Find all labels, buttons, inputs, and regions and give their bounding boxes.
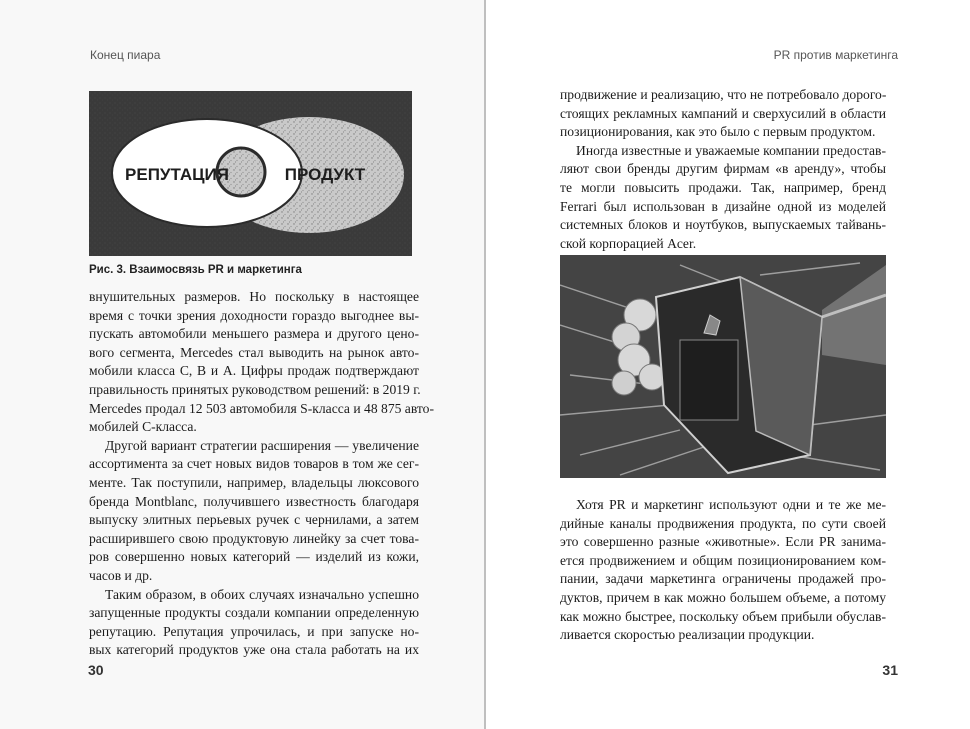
right-body-text-bottom xyxy=(560,496,886,645)
text-line: системных блоков и ноутбуков, выпускаемых тайвань- xyxy=(560,217,886,233)
ferrari-pc-case-drawing xyxy=(560,255,886,478)
text-line: репутацию. Репутация упрочилась, и при запуске но- xyxy=(89,623,419,639)
text-line: вого сегмента, Mercedes стал выводить на рынок авто- xyxy=(89,344,419,360)
text-line: мобилей C-класса. xyxy=(89,419,197,435)
pc-case-front-panel xyxy=(680,340,738,420)
figure-caption: Рис. 3. Взаимосвязь PR и маркетинга xyxy=(89,264,302,276)
ferrari-pc-case-illustration xyxy=(560,255,886,478)
text-line: это совершенно разные «животные». Если PR занима- xyxy=(560,534,886,550)
text-line: выпуску элитных перьевых ручек с чернилами, а затем xyxy=(89,512,419,528)
text-line: Таким образом, в обоих случаях изначально успешно xyxy=(105,586,419,602)
text-line: бренда Montblanc, получившего известность благодаря xyxy=(89,493,419,509)
text-line: ассортимента за счет новых видов товаров в том же сег- xyxy=(89,456,419,472)
text-line: пании, задачи маркетинга ограничены продажей про- xyxy=(560,571,886,587)
text-line: ской корпорацией Acer. xyxy=(560,235,697,251)
text-line: продвижение и реализацию, что не потребовало дорого- xyxy=(560,87,887,102)
reputation-product-figure xyxy=(89,91,412,256)
text-line: позиционирования, как это было с первым продуктом. xyxy=(560,124,876,140)
page-number-left: 30 xyxy=(88,662,104,678)
reputation-product-illustration xyxy=(89,91,412,256)
page-number-right: 31 xyxy=(882,662,898,678)
text-line: мобили класса C, B и A. Цифры продаж подтверждают xyxy=(89,363,419,379)
text-line: ляют свои бренды другим фирмам «в аренду», чтобы xyxy=(560,161,886,177)
left-page xyxy=(0,0,484,729)
text-line: те могли повысить продажи. Так, например, бренд xyxy=(560,179,886,195)
text-line: пускать автомобили меньшего размера и другого цено- xyxy=(89,326,419,342)
text-line: Ferrari был использован в дизайне одной из моделей xyxy=(560,198,886,214)
text-line: время с точки зрения доходности гораздо выгоднее вы- xyxy=(89,307,419,323)
running-head-right: PR против маркетинга xyxy=(773,48,898,62)
text-line: внушительных размеров. Но поскольку в настоящее xyxy=(89,289,419,304)
text-line: ливается скоростью реализации продукции. xyxy=(560,627,815,643)
text-line: вых категорий продуктов уже она стала работать на их xyxy=(89,642,419,658)
text-line: дийные каналы продвижения продукта, по сути своей xyxy=(560,515,886,531)
text-line: Mercedes продал 12 503 автомобиля S-класса и 48 875 авто- xyxy=(89,400,435,416)
text-line: стоящих рекламных кампаний и сверхусилий в области xyxy=(560,105,886,121)
text-line: ров совершенно новых категорий — изделий из кожи, xyxy=(89,549,419,565)
right-page xyxy=(486,0,970,729)
left-body-text xyxy=(89,288,435,660)
text-line: Иногда известные и уважаемые компании предостав- xyxy=(576,142,886,158)
text-line: дуктов, причем в как можно большем объеме, а потому xyxy=(560,589,886,605)
reputation-label: РЕПУТАЦИЯ xyxy=(125,165,229,184)
right-body-text-top xyxy=(560,86,886,253)
product-label: ПРОДУКТ xyxy=(284,165,366,184)
text-line: менте. Так поступили, например, владельцы люксового xyxy=(89,474,419,490)
text-line: как можно быстрее, поскольку объем прибыли обуслав- xyxy=(560,608,886,624)
running-head-left: Конец пиара xyxy=(90,48,161,62)
text-line: ется продвижением и общим позиционированием ком- xyxy=(560,552,886,568)
text-line: Другой вариант стратегии расширения — увеличение xyxy=(105,437,419,453)
text-line: расширившего свою продуктовую линейку за счет това- xyxy=(89,530,419,546)
text-line: Хотя PR и маркетинг используют одни и те же ме- xyxy=(576,497,886,512)
text-line: запущенные продукты создали компании определенную xyxy=(89,605,419,621)
text-line: правильность принятых руководством решений: в 2019 г. xyxy=(89,381,421,397)
text-line: часов и др. xyxy=(89,567,153,583)
